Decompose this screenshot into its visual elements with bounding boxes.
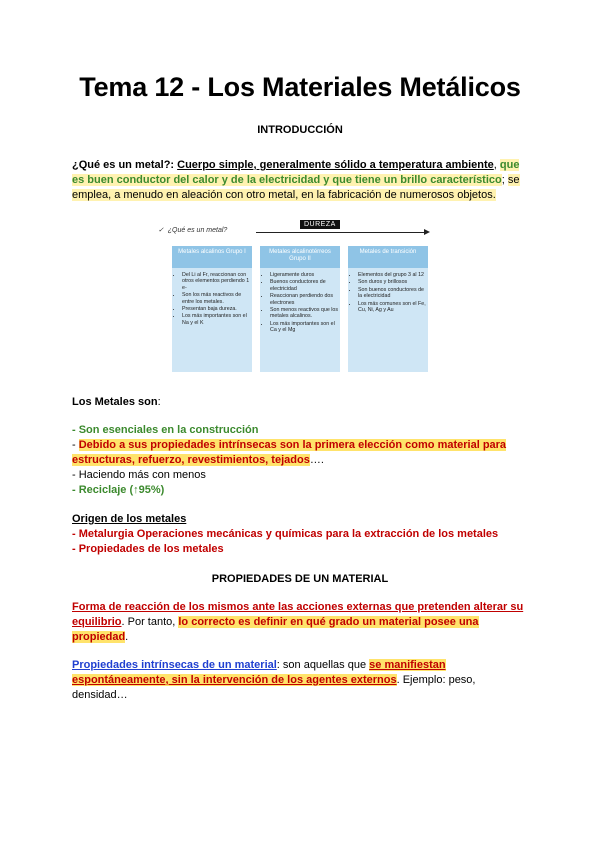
list-item: • Ligeramente duros [270,272,338,278]
origen-section [72,512,532,557]
dureza-label: DUREZA [300,220,340,229]
list-item: • Son menos reactivos que los metales alcalinos. [270,307,338,320]
intro-question: ¿Qué es un metal?: [72,159,175,171]
column-transicion [348,246,428,372]
diagram-question: ✓ ¿Qué es un metal? [158,227,228,234]
metales-son-heading: Los Metales son: [72,396,161,408]
list-item: - Metalurgia Operaciones mecánicas y químicas para la extracción de los metales [72,528,499,540]
intro-comma: , [493,159,500,171]
list-item: • Los más importantes son el Na y el K [182,313,250,326]
list-item: • Buenos conductores de electricidad [270,279,338,292]
intro-definition: Cuerpo simple, generalmente sólido a temperatura ambiente [177,159,494,171]
intro-green-text: que es buen conductor del calor y de la electricidad y que tiene un brillo característico [72,159,520,186]
hardness-arrow-head [424,229,430,235]
metals-diagram [156,216,432,376]
list-item: • Presentan baja dureza. [182,306,250,312]
intro-se: se [507,174,520,186]
column-alcalinos [172,246,252,372]
intro-rest: emplea, a menudo en aleación con otro metal, en la fabricación de numerosos objetos. [72,189,496,201]
propiedades-heading: PROPIEDADES DE UN MATERIAL [211,573,389,585]
list-item: • Son buenos conductores de la electricidad [358,287,426,300]
list-item: - Haciendo más con menos [72,469,206,481]
list-item: • Elementos del grupo 3 al 12 [358,272,426,278]
page-title: Tema 12 - Los Materiales Metálicos [79,72,521,102]
list-item: • Los más comunes son el Fe, Cu, Ni, Ag y Au [358,301,426,314]
origen-heading: Origen de los metales [72,513,187,525]
column-head: Metales alcalinos Grupo I [172,246,252,268]
intro-heading: INTRODUCCIÓN [257,124,343,136]
forma-paragraph: Forma de reacción de los mismos ante las acciones externas que pretenden alterar su equilibrio. Por tanto, lo correcto es definir en qué grado un material posee una propiedad. [72,601,524,643]
intro-paragraph [72,158,532,203]
column-head: Metales de transición [348,246,428,268]
list-item: • Son los más reactivos de entre los metales. [182,292,250,305]
list-item: - Son esenciales en la construcción [72,424,259,436]
list-item: • Son duros y brillosos [358,279,426,285]
list-item: • Del Li al Fr, reaccionan con otros elementos perdiendo 1 e- [182,272,250,291]
list-item: • Los más importantes son el Ca y el Mg [270,321,338,334]
list-item: - Reciclaje (↑95%) [72,484,165,496]
list-item: - Propiedades de los metales [72,543,224,555]
list-item: • Reaccionan perdiendo dos electrones [270,293,338,306]
intro-semicolon: ; [501,174,508,186]
column-alcalinoterreos [260,246,340,372]
intrinsecas-paragraph: Propiedades intrínsecas de un material: son aquellas que se manifiestan espontáneamente, sin la intervención de los agentes externos. Ejemplo: peso, densidad… [72,659,476,701]
metales-son-list [72,423,532,498]
column-head: Metales alcalinotérreos Grupo II [260,246,340,268]
hardness-arrow [256,232,428,233]
list-item: - Debido a sus propiedades intrínsecas son la primera elección como material para estructuras, refuerzo, revestimientos, tejados…. [72,439,507,466]
